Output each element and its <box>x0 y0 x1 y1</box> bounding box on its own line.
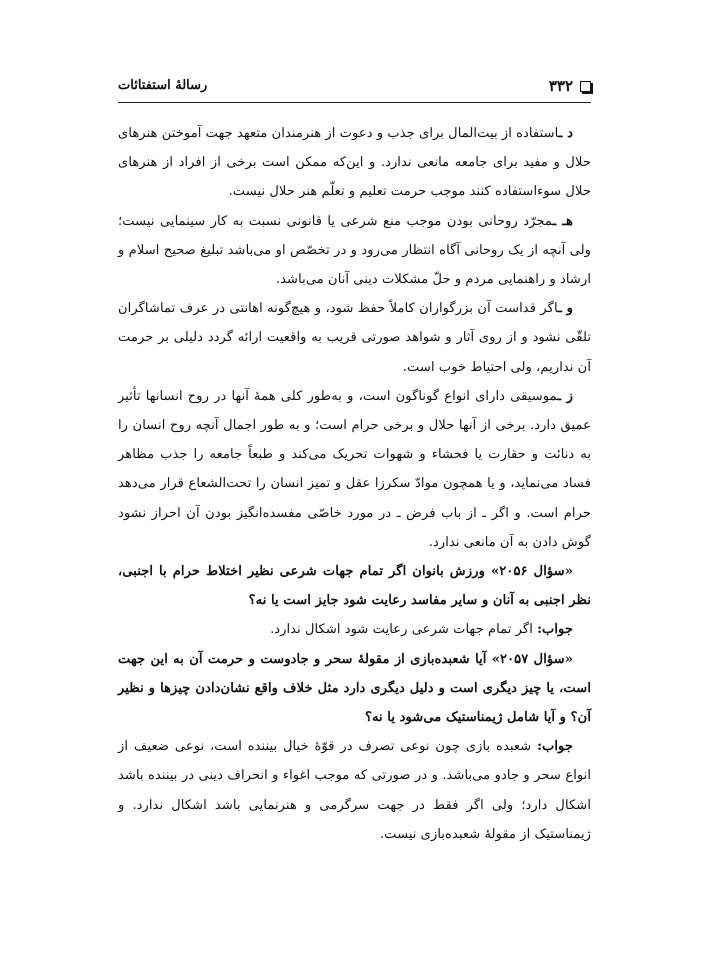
answer-text: شعبده بازی چون نوعی تصرف در قوّهٔ خیال بیننده است، نوعی ضعیف از انواع سحر و جادو می‌باشد. و در صورتی که موجب اغواء و انحراف دینی در بیننده باشد اشکال دارد؛ ولی اگر فقط در جهت سرگرمی و هنرنمایی باشد اشکال ندارد. و ژیمناستیک از مقولهٔ شعبده‌بازی نیست. <box>118 739 591 842</box>
item-marker: ز ـ <box>557 388 573 404</box>
page-number-block <box>549 77 591 95</box>
paragraph-vav <box>118 294 591 382</box>
square-bullet-icon <box>580 81 591 92</box>
paragraph-text: اگر قداست آن بزرگواران کاملاً حفظ شود، و هیچ‌گونه اهانتی در عرف تماشاگران تلقّی نشود و از روی آثار و شواهد صورتی قریب به واقعیت ارائه گردد دلیلی بر حرمت آن نداریم، ولی احتیاط خوب است. <box>118 301 591 375</box>
answer-text: اگر تمام جهات شرعی رعایت شود اشکال ندارد. <box>270 622 533 638</box>
answer-2056 <box>118 615 591 644</box>
paragraph-text: مجرّد روحانی بودن موجب منع شرعی یا قانونی نسبت به کار سینمایی نیست؛ ولی آنچه از یک روحانی آگاه انتظار می‌رود و در تخصّص او می‌باشد تبلیغ صحیح اسلام و ارشاد و راهنمایی مردم و حلّ مشکلات دینی آنان می‌باشد. <box>118 213 591 288</box>
item-marker: د ـ <box>558 126 573 141</box>
paragraph-d <box>118 119 591 207</box>
paragraph-text: استفاده از بیت‌المال برای جذب و دعوت از هنرمندان متعهد جهت آموختن هنرهای حلال و مفید برای جامعه مانعی ندارد. و این‌که ممکن است برخی از افراد از هنرهای حلال سوءاستفاده کنند موجب حرمت تعلیم و تعلّم هنر حلال نیست. <box>118 126 591 200</box>
page-header <box>118 77 591 99</box>
running-title: رسالهٔ استفتائات <box>118 78 208 93</box>
answer-label: جواب: <box>537 739 573 755</box>
question-2056: «سؤال ۲۰۵۶» ورزش بانوان اگر تمام جهات شرعی نظیر اختلاط حرام با اجنبی، نظر اجنبی به آنان و سایر مفاسد رعایت شود جایز است یا نه؟ <box>118 564 591 609</box>
question-2057: «سؤال ۲۰۵۷» آیا شعبده‌بازی از مقولهٔ سحر و جادوست و حرمت آن به این جهت است، یا چیز دیگری است و دلیل دیگری دارد مثل خلاف واقع نشان‌دادن چیزها و نظیر آن؟ و آیا شامل ژیمناستیک می‌شود یا نه؟ <box>118 651 591 726</box>
answer-2057 <box>118 732 591 849</box>
header-rule <box>118 102 591 103</box>
paragraph-he <box>118 207 591 295</box>
page-body <box>118 119 591 849</box>
item-marker: هـ ـ <box>552 213 573 229</box>
item-marker: و ـ <box>557 301 573 317</box>
page-number: ۳۳۲ <box>548 77 573 95</box>
paragraph-text: موسیقی دارای انواع گوناگون است، و به‌طور کلی همهٔ آنها در روح انسانها تأثیر عمیق دارد. برخی از آنها حلال و برخی حرام است؛ و به طور اجمال آنچه روح انسان را به دنائت و حقارت یا فحشاء و شهوات تحریک می‌کند و طبعاً جامعه را جذب مظاهر فساد می‌نماید، و یا همچون موادّ سکرزا عقل و تمیز انسان را تحت‌الشعاع قرار می‌دهد حرام است. و اگر ـ از باب فرض ـ در مورد خاصّی مفسده‌انگیز بودن آن احراز نشود گوش دادن به آن مانعی ندارد. <box>118 388 591 550</box>
answer-label: جواب: <box>537 622 573 638</box>
paragraph-ze <box>118 382 591 557</box>
